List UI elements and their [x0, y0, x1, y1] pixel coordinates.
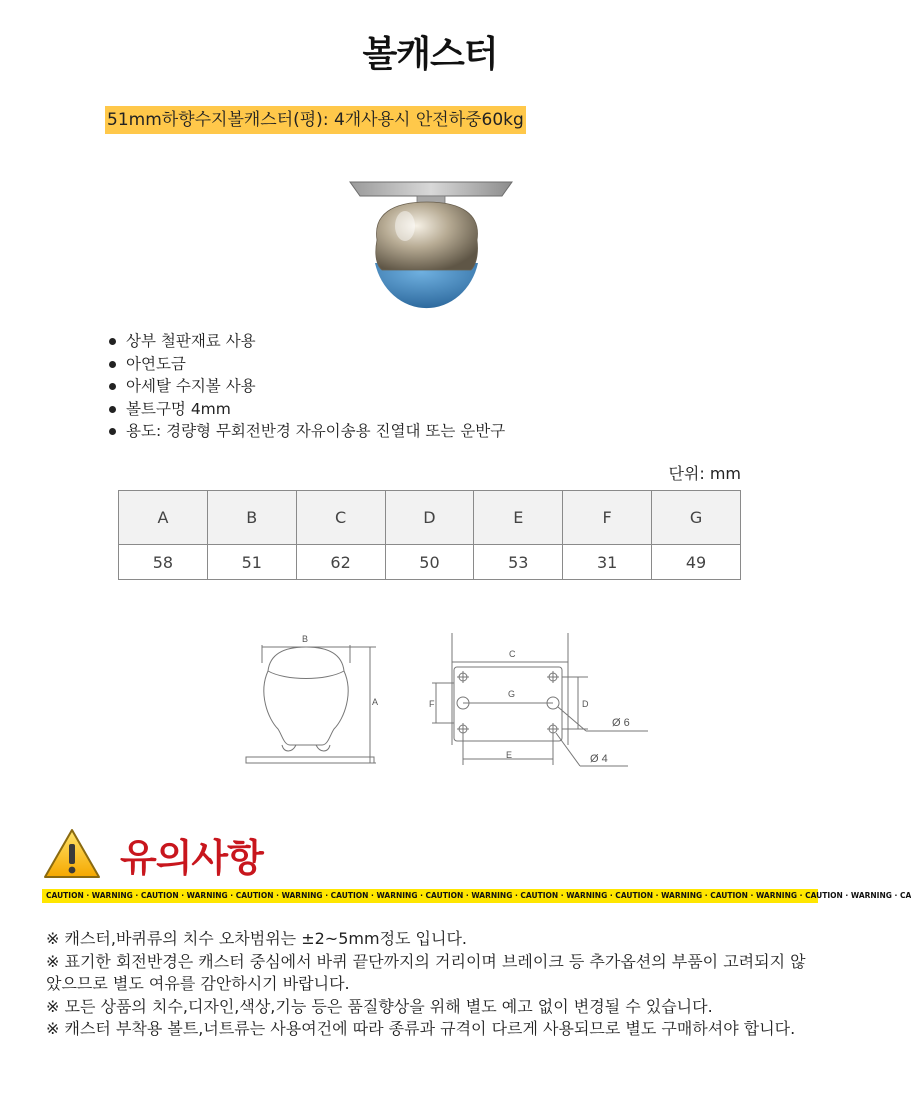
- warning-icon: [42, 827, 102, 881]
- feature-item: 볼트구멍 4mm: [108, 398, 505, 421]
- technical-drawing: [240, 625, 660, 775]
- dimension-header: G: [652, 491, 741, 545]
- feature-item: 용도: 경량형 무회전반경 자유이송용 진열대 또는 운반구: [108, 420, 505, 443]
- feature-item: 아세탈 수지볼 사용: [108, 375, 505, 398]
- dimension-header: A: [119, 491, 208, 545]
- unit-label: 단위: mm: [668, 464, 741, 483]
- dimension-value: 62: [296, 545, 385, 580]
- dimension-table: [118, 490, 741, 580]
- drawing-callout-6: Ø 6: [612, 717, 630, 729]
- dimension-value: 51: [207, 545, 296, 580]
- feature-item: 아연도금: [108, 353, 505, 376]
- product-subtitle: 51mm하향수지볼캐스터(평): 4개사용시 안전하중60kg: [105, 106, 526, 134]
- drawing-label-c: C: [509, 649, 516, 659]
- drawing-callout-4: Ø 4: [590, 753, 608, 765]
- dimension-value: 53: [474, 545, 563, 580]
- dimension-value: 31: [563, 545, 652, 580]
- dimension-header: B: [207, 491, 296, 545]
- drawing-label-a: A: [372, 697, 379, 707]
- dimension-value: 58: [119, 545, 208, 580]
- caution-note: ※ 모든 상품의 치수,디자인,색상,기능 등은 품질향상을 위해 별도 예고 없이 변경될 수 있습니다.: [46, 996, 713, 1016]
- page-title: 볼캐스터: [362, 34, 498, 75]
- dimension-value: 50: [385, 545, 474, 580]
- caution-tape-text: CAUTION · WARNING · CAUTION · WARNING · CAUTION · WARNING · CAUTION · WARNING · CAUTION · WARNING · CAUTION · WARNING · CAUTION · WARNING · CAUTION · WARNING · CAUTION · WARNING · CA: [46, 891, 911, 900]
- caution-tape: [42, 889, 911, 903]
- caution-notes: [46, 928, 816, 1041]
- dimension-header-row: [119, 491, 741, 545]
- drawing-label-b: B: [302, 634, 309, 644]
- caution-note: ※ 캐스터,바퀴류의 치수 오차범위는 ±2~5mm정도 입니다.: [46, 929, 468, 948]
- dimension-header: E: [474, 491, 563, 545]
- dimension-header: F: [563, 491, 652, 545]
- dimension-value: 49: [652, 545, 741, 580]
- caution-header: [42, 826, 263, 882]
- drawing-label-d: D: [582, 699, 589, 709]
- dimension-header: D: [385, 491, 474, 545]
- caution-note: ※ 표기한 회전반경은 캐스터 중심에서 바퀴 끝단까지의 거리이며 브레이크 등 추가옵션의 부품이 고려되지 않았으므로 별도 여유를 감안하시기 바랍니다.: [46, 951, 806, 993]
- feature-item: 상부 철판재료 사용: [108, 330, 505, 353]
- feature-list: [108, 330, 505, 443]
- drawing-label-g: G: [508, 689, 516, 699]
- dimension-header: C: [296, 491, 385, 545]
- drawing-label-f: F: [429, 699, 435, 709]
- drawing-label-e: E: [506, 750, 513, 760]
- caution-note: ※ 캐스터 부착용 볼트,너트류는 사용여건에 따라 종류과 규격이 다르게 사용되므로 별도 구매하셔야 합니다.: [46, 1019, 796, 1038]
- caution-title: 유의사항: [120, 835, 263, 880]
- dimension-value-row: [119, 545, 741, 580]
